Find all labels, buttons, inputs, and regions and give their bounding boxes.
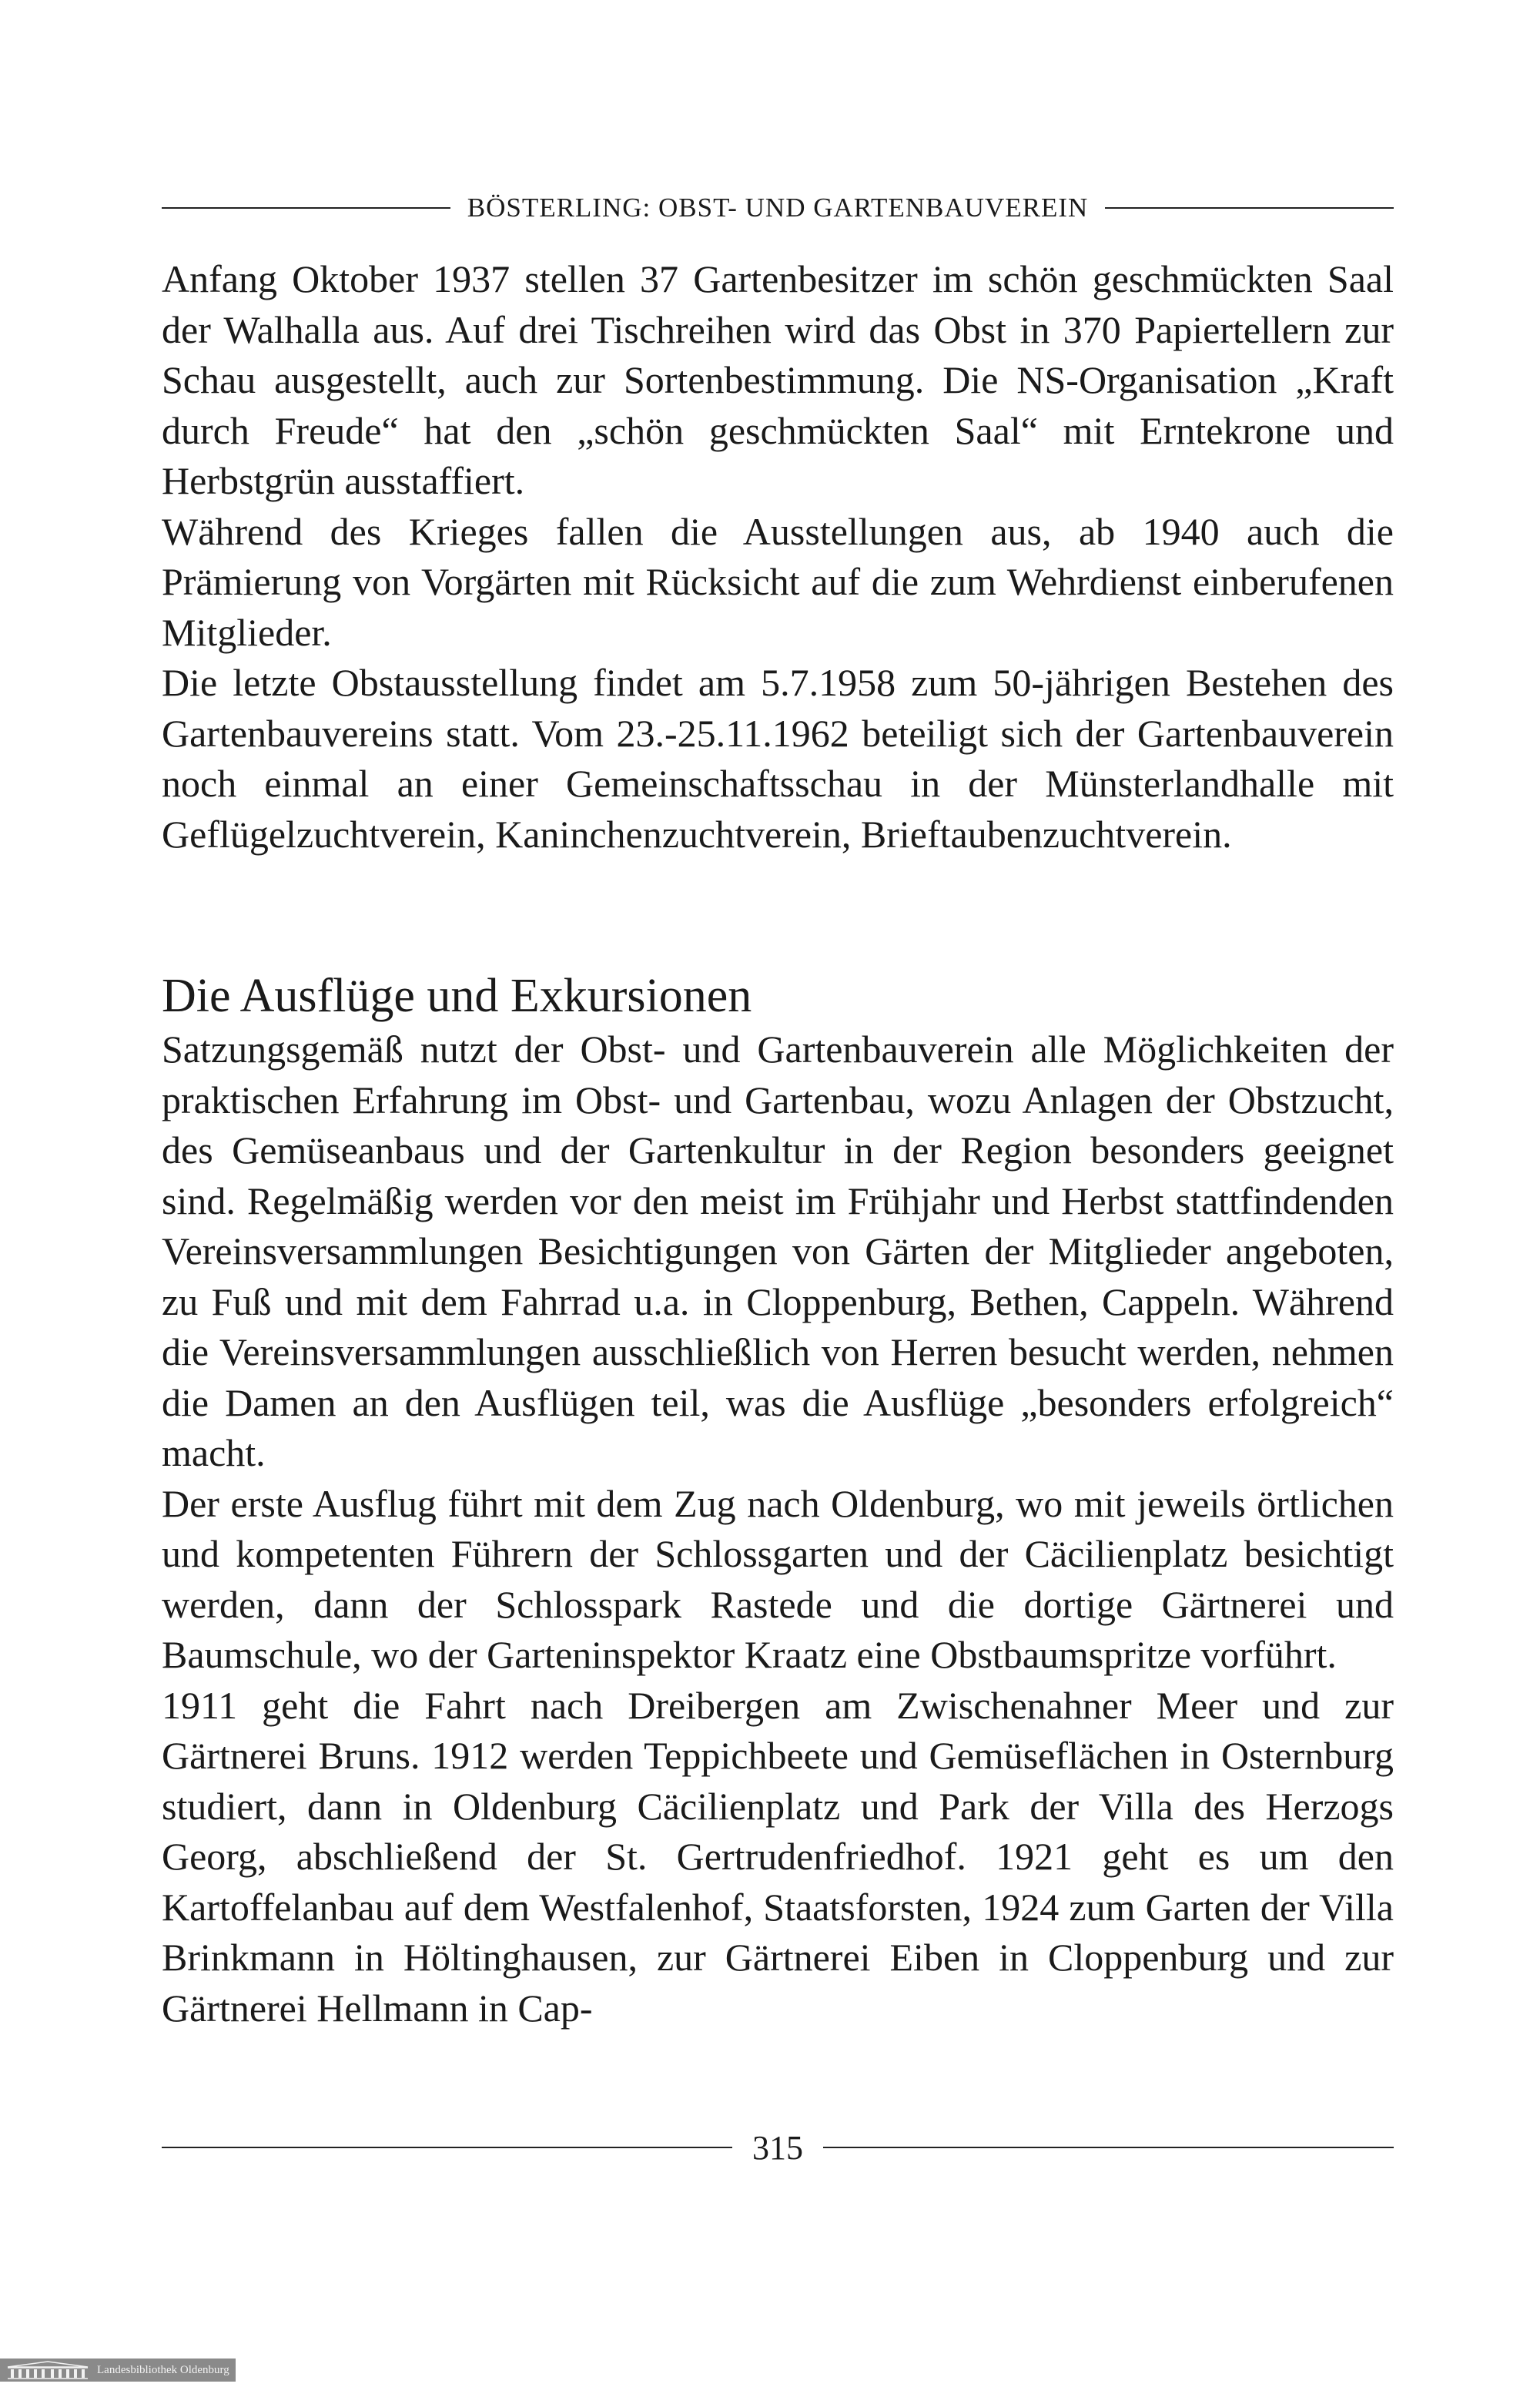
page-number: 315	[752, 2128, 803, 2167]
library-name: Landesbibliothek Oldenburg	[97, 2363, 229, 2376]
footer-rule-right	[823, 2147, 1394, 2148]
library-building-icon	[5, 2360, 91, 2380]
running-head-rule-left	[162, 207, 450, 209]
page-body	[162, 254, 1394, 2033]
running-head-title: BÖSTERLING: OBST- UND GARTENBAUVEREIN	[467, 193, 1089, 223]
paragraph: Während des Krieges fallen die Ausstellungen aus, ab 1940 auch die Prämierung von Vorgärten mit Rücksicht auf die zum Wehrdienst einberufenen Mitglieder.	[162, 509, 1394, 654]
footer-rule-left	[162, 2147, 732, 2148]
paragraph: 1911 geht die Fahrt nach Dreibergen am Zwischenahner Meer und zur Gärtnerei Bruns. 1912 werden Teppichbeete und Gemüseflächen in Osternburg studiert, dann in Oldenburg Cäcilienplatz und Park der Villa des Herzogs Georg, abschließend der St. Gertrudenfriedhof. 1921 geht es um den Kartoffelanbau auf dem Westfalenhof, Staatsforsten, 1924 zum Garten der Villa Brinkmann in Höltinghausen, zur Gärtnerei Eiben in Cloppenburg und zur Gärtnerei Hellmann in Cap-	[162, 1683, 1394, 2030]
paragraph: Satzungsgemäß nutzt der Obst- und Gartenbauverein alle Möglichkeiten der praktischen Erfahrung im Obst- und Gartenbau, wozu Anlagen der Obstzucht, des Gemüseanbaus und der Gartenkultur in der Region besonders geeignet sind. Regelmäßig werden vor den meist im Frühjahr und Herbst stattfindenden Vereinsversammlungen Besichtigungen von Gärten der Mitglieder angeboten, zu Fuß und mit dem Fahrrad u.a. in Cloppenburg, Bethen, Cappeln. Während die Vereinsversammlungen ausschließlich von Herren besucht werden, nehmen die Damen an den Ausflügen teil, was die Ausflüge „besonders erfolgreich“ macht.	[162, 1028, 1394, 1474]
running-head	[162, 185, 1394, 231]
paragraph: Der erste Ausflug führt mit dem Zug nach Oldenburg, wo mit jeweils örtlichen und kompetenten Führern der Schlossgarten und der Cäcilienplatz besichtigt werden, dann der Schlosspark Rastede und die dortige Gärtnerei und Baumschule, wo der Garteninspektor Kraatz eine Obstbaumspritze vorführt.	[162, 1481, 1394, 1676]
running-head-rule-right	[1105, 207, 1394, 209]
section-heading: Die Ausflüge und Exkursionen	[162, 970, 752, 1022]
paragraph: Die letzte Obstausstellung findet am 5.7.1958 zum 50-jährigen Bestehen des Gartenbauvereins statt. Vom 23.-25.11.1962 beteiligt sich der Gartenbauverein noch einmal an einer Gemeinschaftsschau in der Münsterlandhalle mit Geflügelzuchtverein, Kaninchenzuchtverein, Brieftaubenzuchtverein.	[162, 661, 1394, 856]
library-watermark	[0, 2359, 236, 2382]
paragraph: Anfang Oktober 1937 stellen 37 Gartenbesitzer im schön geschmückten Saal der Walhalla aus. Auf drei Tischreihen wird das Obst in 370 Papiertellern zur Schau ausgestellt, auch zur Sortenbestimmung. Die NS-Organisation „Kraft durch Freude“ hat den „schön geschmückten Saal“ mit Erntekrone und Herbstgrün ausstaffiert.	[162, 257, 1394, 502]
page-footer	[162, 2124, 1394, 2171]
